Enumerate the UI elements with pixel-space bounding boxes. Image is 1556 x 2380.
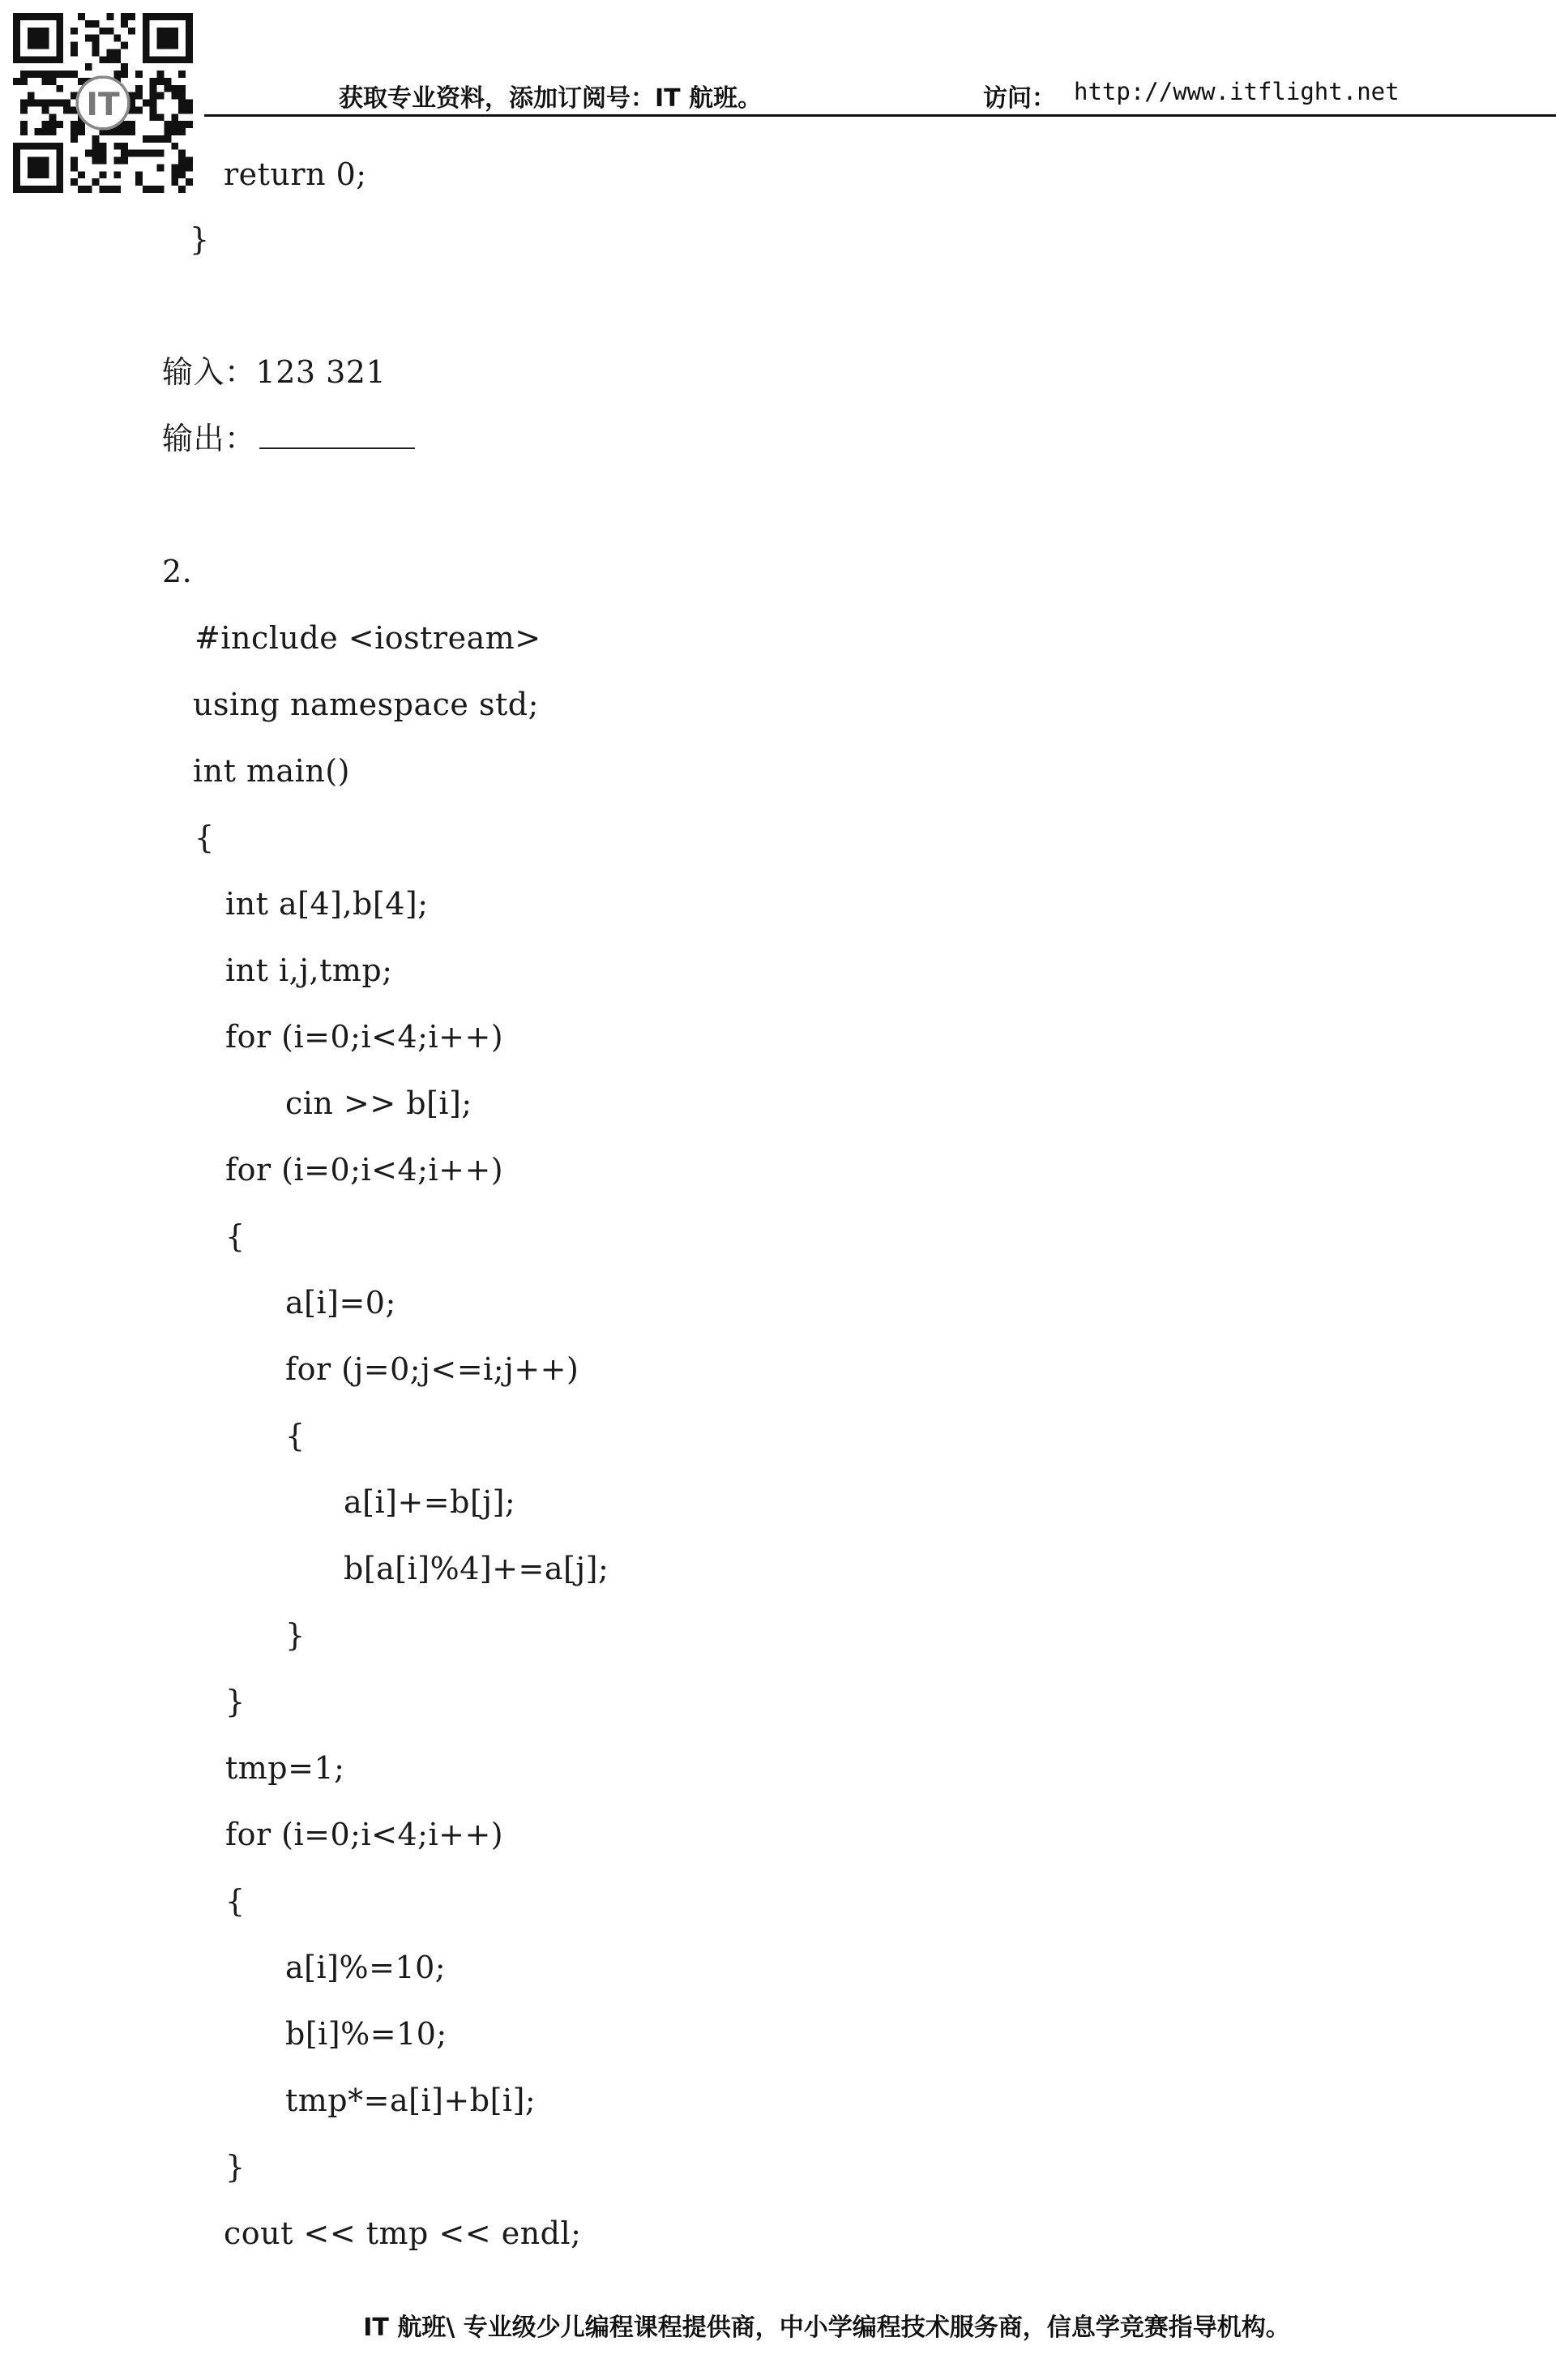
code-line: #include <iostream>: [194, 620, 541, 656]
code-line: }: [225, 1684, 246, 1719]
input-label: 输入：: [162, 354, 256, 390]
header-subscribe-text: 获取专业资料，添加订阅号：IT 航班。: [339, 84, 763, 113]
code-line: cout << tmp << endl;: [224, 2215, 582, 2251]
code-line: b[i]%=10;: [285, 2016, 447, 2052]
code-line: }: [285, 1617, 306, 1653]
code-line: for (i=0;i<4;i++): [225, 1817, 504, 1852]
code-line: {: [225, 1883, 246, 1919]
output-label: 输出：: [162, 421, 256, 456]
input-line: [162, 354, 387, 390]
header-divider: [204, 114, 1556, 117]
question-number: 2.: [162, 554, 193, 589]
code-line: cin >> b[i];: [285, 1085, 472, 1121]
answer-blank: [259, 423, 415, 449]
code-line: a[i]%=10;: [285, 1950, 447, 1985]
qr-code-icon: [13, 13, 193, 193]
code-line: for (j=0;j<=i;j++): [285, 1351, 579, 1387]
code-line: a[i]+=b[j];: [344, 1484, 516, 1520]
code-line: a[i]=0;: [285, 1285, 396, 1321]
code-line: {: [285, 1418, 306, 1453]
code-line: int i,j,tmp;: [225, 952, 393, 988]
code-line: for (i=0;i<4;i++): [225, 1019, 504, 1055]
code-line: }: [225, 2149, 246, 2185]
code-line: for (i=0;i<4;i++): [225, 1152, 504, 1188]
output-line: [162, 423, 415, 454]
code-line: int a[4],b[4];: [225, 886, 429, 922]
code-line: }: [190, 221, 210, 257]
code-line: tmp*=a[i]+b[i];: [285, 2082, 536, 2118]
qr-logo-text: IT: [86, 87, 120, 124]
header-url: http://www.itflight.net: [1074, 78, 1400, 105]
input-value: 123 321: [255, 354, 387, 390]
code-line: using namespace std;: [193, 687, 539, 722]
code-line: {: [225, 1218, 246, 1254]
code-line: int main(): [193, 753, 350, 789]
code-line: {: [194, 820, 215, 855]
footer-text: IT 航班\ 专业级少儿编程课程提供商，中小学编程技术服务商，信息学竞赛指导机构。: [363, 2314, 1290, 2342]
code-line: return 0;: [224, 156, 367, 192]
code-line: b[a[i]%4]+=a[j];: [344, 1551, 609, 1586]
code-line: tmp=1;: [225, 1750, 345, 1786]
header-visit-label: 访问：: [983, 84, 1056, 113]
